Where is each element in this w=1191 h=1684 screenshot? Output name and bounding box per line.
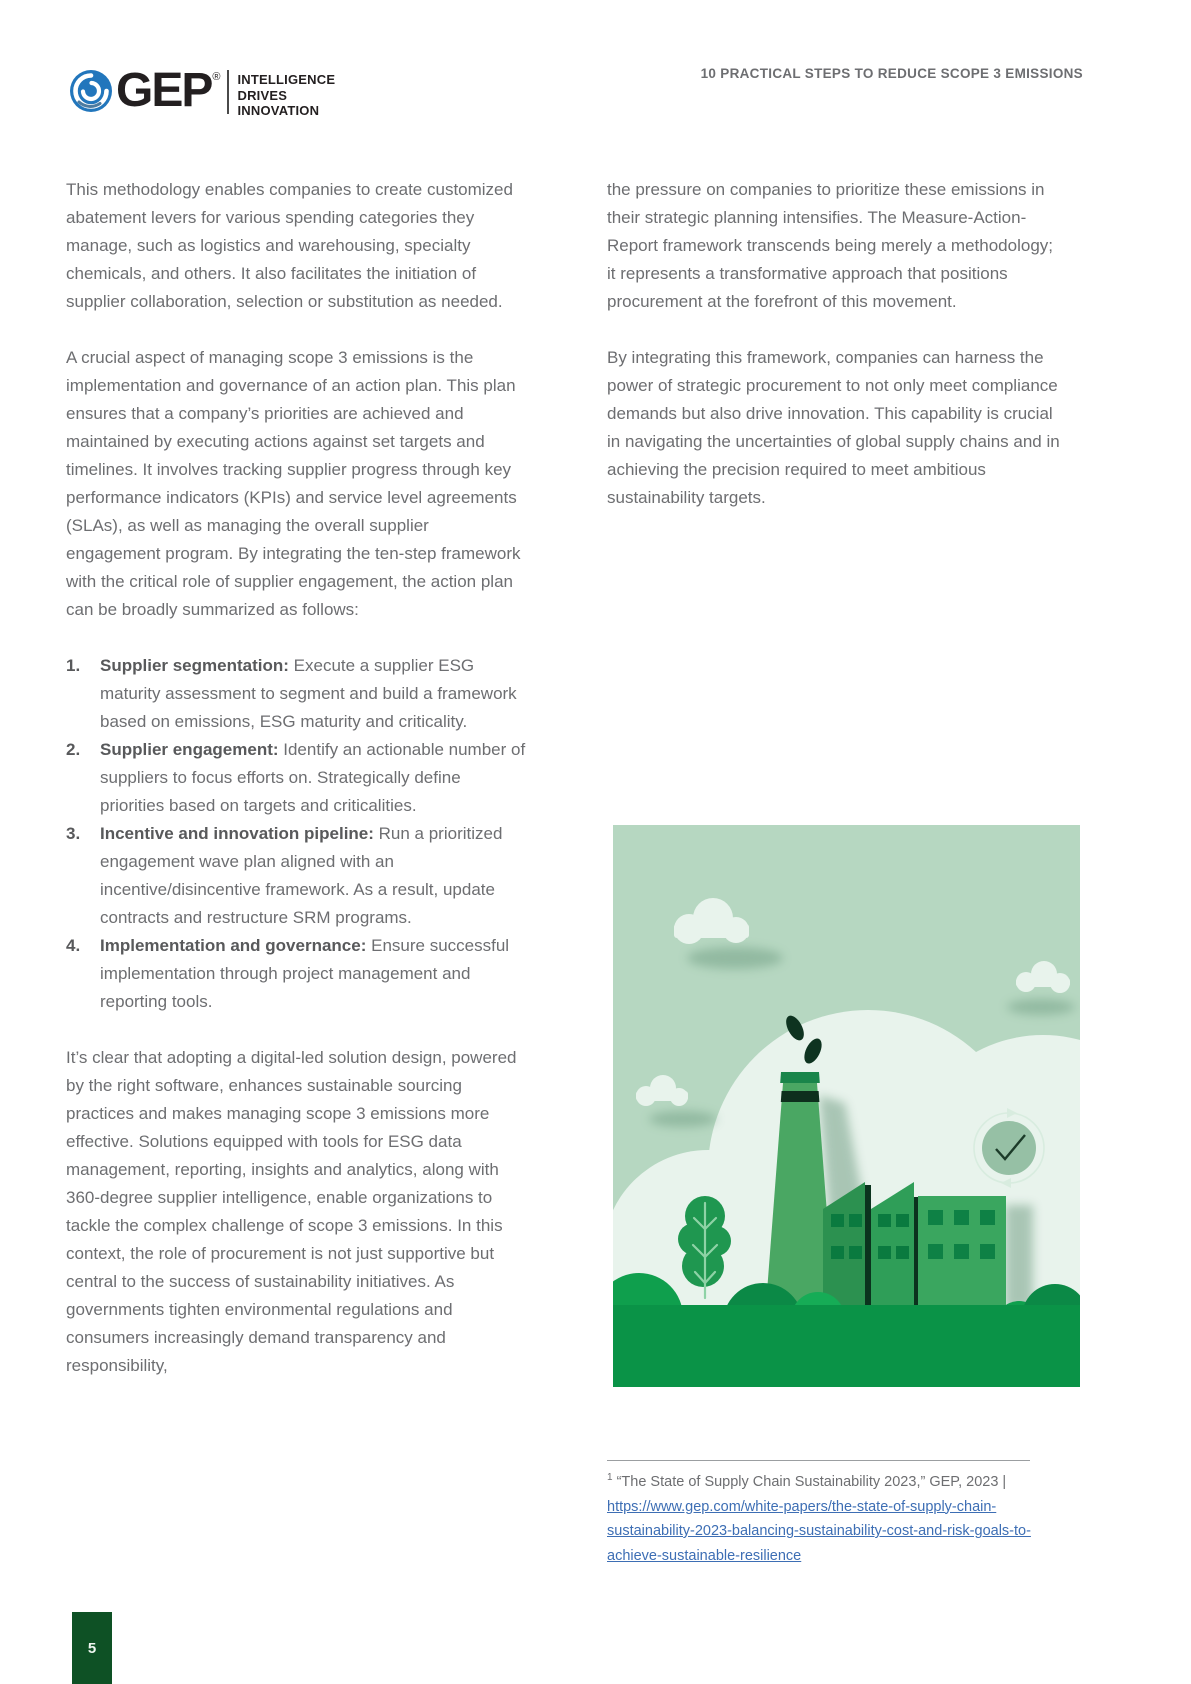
right-paragraph-1: the pressure on companies to prioritize these emissions in their strategic planning intensifies. The Measure-Action-Report framework transcends being merely a methodology; it represents a transformative approach that positions procurement at the forefront of this movement.	[607, 180, 1053, 311]
item-number: 4.	[66, 936, 81, 955]
item-title: Supplier engagement:	[100, 740, 279, 759]
page-number: 5	[87, 1639, 97, 1657]
footnote-marker: 1	[607, 1472, 613, 1484]
action-plan-list	[66, 652, 528, 1016]
factory-buildings	[823, 1182, 1006, 1315]
item-number: 3.	[66, 824, 81, 843]
right-paragraph-2: By integrating this framework, companies can harness the power of strategic procurement to not only meet compliance demands but also drive innovation. This capability is crucial in navigating the uncertainties of global supply chains and in achieving the precision required to meet ambitious sustainability targets.	[607, 348, 1060, 507]
logo-divider	[227, 70, 229, 114]
list-item-implementation-governance	[66, 932, 528, 1016]
list-item-incentive-pipeline	[66, 820, 528, 932]
page-number-tab	[72, 1612, 112, 1684]
list-item-supplier-segmentation	[66, 652, 528, 736]
left-paragraph-2: A crucial aspect of managing scope 3 emissions is the implementation and governance of an action plan. This plan ensures that a company’s priorities are achieved and maintained by executing actions against set targets and timelines. It involves tracking supplier progress through key performance indicators (KPIs) and service level agreements (SLAs), as well as managing the overall supplier engagement program. By integrating the ten-step framework with the critical role of supplier engagement, the action plan can be broadly summarized as follows:	[66, 348, 521, 619]
item-title: Implementation and governance:	[100, 936, 367, 955]
footnote-citation: “The State of Supply Chain Sustainability 2023,” GEP, 2023 |	[612, 1474, 1007, 1490]
item-number: 2.	[66, 740, 81, 759]
footnote-link[interactable]: https://www.gep.com/white-papers/the-state-of-supply-chain-sustainability-2023-balancing-sustainability-cost-and-risk-goals-to-achieve-sustainable-resilience	[607, 1498, 1031, 1564]
item-title: Incentive and innovation pipeline:	[100, 824, 374, 843]
item-body: Identify an actionable number of suppliers to focus efforts on. Strategically define priorities based on targets and criticalities.	[100, 740, 526, 815]
tagline-line-3: INNOVATION	[237, 103, 320, 118]
list-item-supplier-engagement	[66, 736, 528, 820]
ground-band	[613, 1305, 1080, 1387]
footnote	[607, 1470, 1062, 1568]
left-paragraph-1: This methodology enables companies to create customized abatement levers for various spending categories they manage, such as logistics and warehousing, specialty chemicals, and others. It also facilitates the initiation of supplier collaboration, selection or substitution as needed.	[66, 180, 513, 311]
item-body: Ensure successful implementation through project management and reporting tools.	[100, 936, 510, 1011]
left-column	[66, 176, 528, 1408]
footnote-divider	[607, 1460, 1030, 1461]
gep-logo	[70, 64, 336, 119]
doc-title: 10 PRACTICAL STEPS TO REDUCE SCOPE 3 EMISSIONS	[700, 66, 1083, 81]
item-number: 1.	[66, 656, 81, 675]
gep-swirl-icon	[70, 70, 112, 112]
logo-tagline	[237, 70, 335, 119]
registered-mark: ®	[212, 71, 221, 83]
tagline-line-2: DRIVES	[237, 87, 288, 103]
eco-factory-illustration	[613, 825, 1080, 1387]
item-title: Supplier segmentation:	[100, 656, 289, 675]
item-body: Execute a supplier ESG maturity assessment to segment and build a framework based on emissions, ESG maturity and criticality.	[100, 656, 517, 731]
tagline-line-1: INTELLIGENCE	[237, 72, 336, 87]
brand-wordmark: GEP	[116, 64, 212, 117]
left-paragraph-3: It’s clear that adopting a digital-led solution design, powered by the right software, enhances sustainable sourcing practices and makes managing scope 3 emissions more effective. Solutions equipped with tools for ESG data management, reporting, insights and analytics, along with 360-degree supplier intelligence, enable organizations to tackle the complex challenge of scope 3 emissions. In this context, the role of procurement is not just supportive but central to the success of sustainability initiatives. As governments tighten environmental regulations and consumers increasingly demand transparency and responsibility,	[66, 1048, 517, 1375]
building-shadow	[1005, 1205, 1033, 1309]
right-column	[607, 176, 1062, 540]
item-body: Run a prioritized engagement wave plan aligned with an incentive/disincentive framework. As a result, update contracts and restructure SRM programs.	[100, 824, 503, 927]
